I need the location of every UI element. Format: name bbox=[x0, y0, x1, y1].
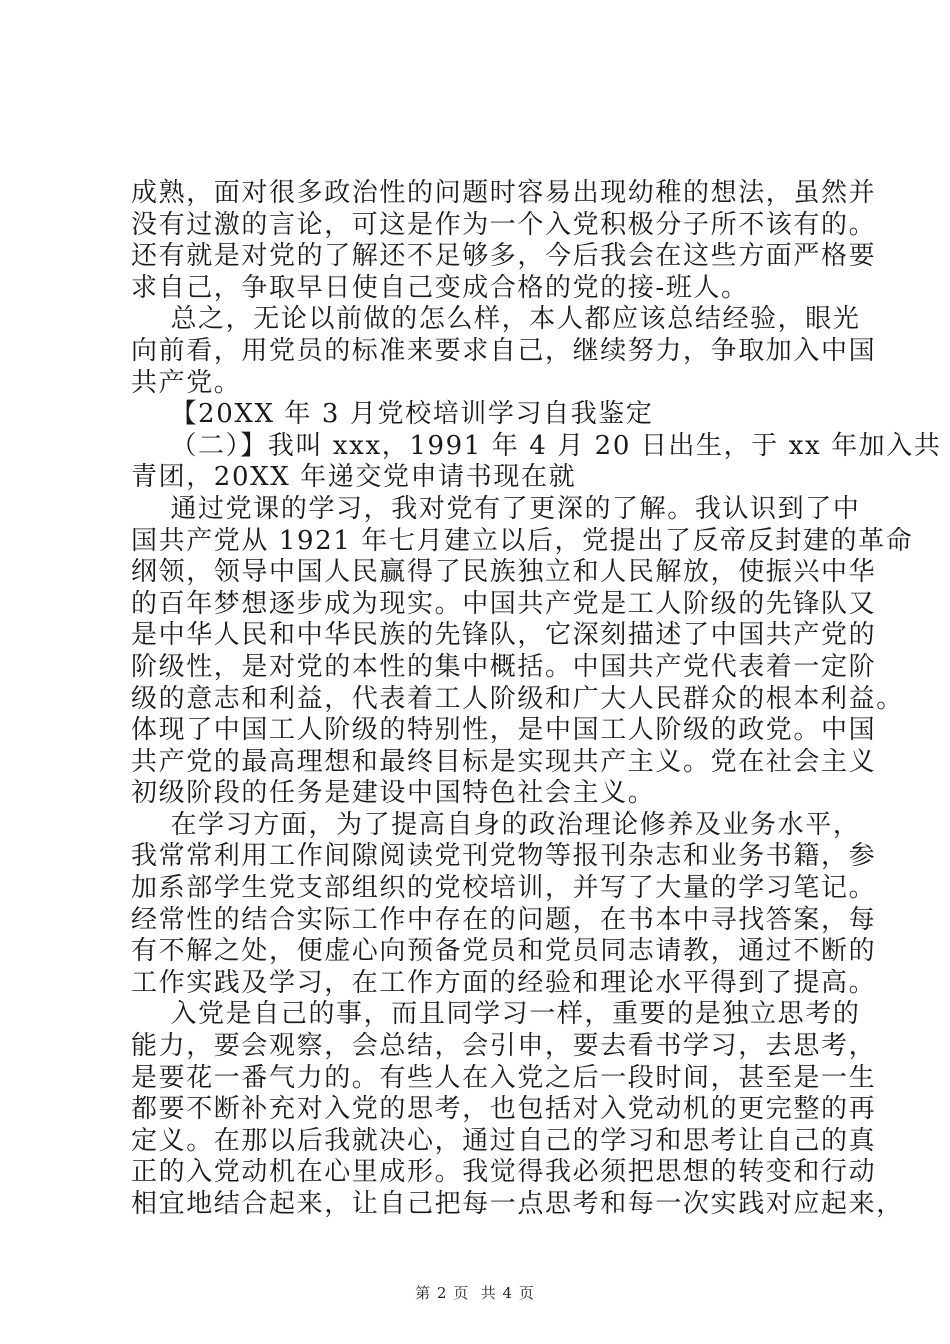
text-line: 共产党的最高理想和最终目标是实现共产主义。党在社会主义 bbox=[131, 746, 877, 777]
text-line: 向前看，用党员的标准来要求自己，继续努力，争取加入中国 bbox=[131, 335, 877, 366]
text-line: 是要花一番气力的。有些人在入党之后一段时间，甚至是一生 bbox=[131, 1062, 877, 1093]
text-line: 国共产党从 1921 年七月建立以后，党提出了反帝反封建的革命 bbox=[131, 525, 914, 556]
text-line: 在学习方面，为了提高自身的政治理论修养及业务水平， bbox=[131, 809, 861, 840]
text-line: 没有过激的言论，可这是作为一个入党积极分子所不该有的。 bbox=[131, 209, 877, 240]
text-line: 成熟，面对很多政治性的问题时容易出现幼稚的想法，虽然并 bbox=[131, 178, 877, 208]
text-line: 体现了中国工人阶级的特别性，是中国工人阶级的政党。中国 bbox=[131, 715, 877, 746]
body-text bbox=[131, 178, 942, 1221]
text-line: 是中华人民和中华民族的先锋队，它深刻描述了中国共产党的 bbox=[131, 620, 877, 651]
text-line: 青团，20XX 年递交党申请书现在就 bbox=[131, 462, 577, 493]
text-line: 相宜地结合起来，让自己把每一点思考和每一次实践对应起来， bbox=[131, 1189, 904, 1219]
text-line: 求自己，争取早日使自己变成合格的党的接-班人。 bbox=[131, 272, 749, 303]
text-line: 初级阶段的任务是建设中国特色社会主义。 bbox=[131, 778, 656, 809]
text-line: 我常常利用工作间隙阅读党刊党物等报刊杂志和业务书籍，参 bbox=[131, 841, 877, 872]
text-line: 入党是自己的事，而且同学习一样，重要的是独立思考的 bbox=[131, 999, 861, 1030]
text-line: 阶级性，是对党的本性的集中概括。中国共产党代表着一定阶 bbox=[131, 651, 877, 682]
section-heading: 【20XX 年 3 月党校培训学习自我鉴定 bbox=[131, 399, 654, 430]
text-line: 级的意志和利益，代表着工人阶级和广大人民群众的根本利益。 bbox=[131, 683, 904, 714]
text-line: 还有就是对党的了解还不足够多，今后我会在这些方面严格要 bbox=[131, 241, 877, 272]
text-line: 定义。在那以后我就决心，通过自己的学习和思考让自己的真 bbox=[131, 1125, 877, 1156]
text-line: 工作实践及学习，在工作方面的经验和理论水平得到了提高。 bbox=[131, 967, 877, 998]
text-line: 通过党课的学习，我对党有了更深的了解。我认识到了中 bbox=[131, 493, 861, 524]
text-line: 纲领，领导中国人民赢得了民族独立和人民解放，使振兴中华 bbox=[131, 557, 877, 588]
text-line: 总之，无论以前做的怎么样，本人都应该总结经验，眼光 bbox=[131, 304, 861, 335]
text-line: 都要不断补充对入党的思考，也包括对入党动机的更完整的再 bbox=[131, 1094, 877, 1125]
text-line: 正的入党动机在心里成形。我觉得我必须把思想的转变和行动 bbox=[131, 1157, 877, 1188]
text-line: 能力，要会观察，会总结，会引申，要去看书学习，去思考， bbox=[131, 1031, 877, 1062]
text-line: 的百年梦想逐步成为现实。中国共产党是工人阶级的先锋队又 bbox=[131, 588, 877, 619]
text-line: 有不解之处，便虚心向预备党员和党员同志请教，通过不断的 bbox=[131, 936, 877, 967]
text-line: （二）】我叫 xxx，1991 年 4 月 20 日出生，于 xx 年加入共 bbox=[131, 430, 942, 461]
text-line: 共产党。 bbox=[131, 367, 242, 398]
page-number-footer: 第 2 页 共 4 页 bbox=[415, 1284, 535, 1302]
text-line: 加系部学生党支部组织的党校培训，并写了大量的学习笔记。 bbox=[131, 873, 877, 904]
text-line: 经常性的结合实际工作中存在的问题，在书本中寻找答案，每 bbox=[131, 904, 877, 935]
